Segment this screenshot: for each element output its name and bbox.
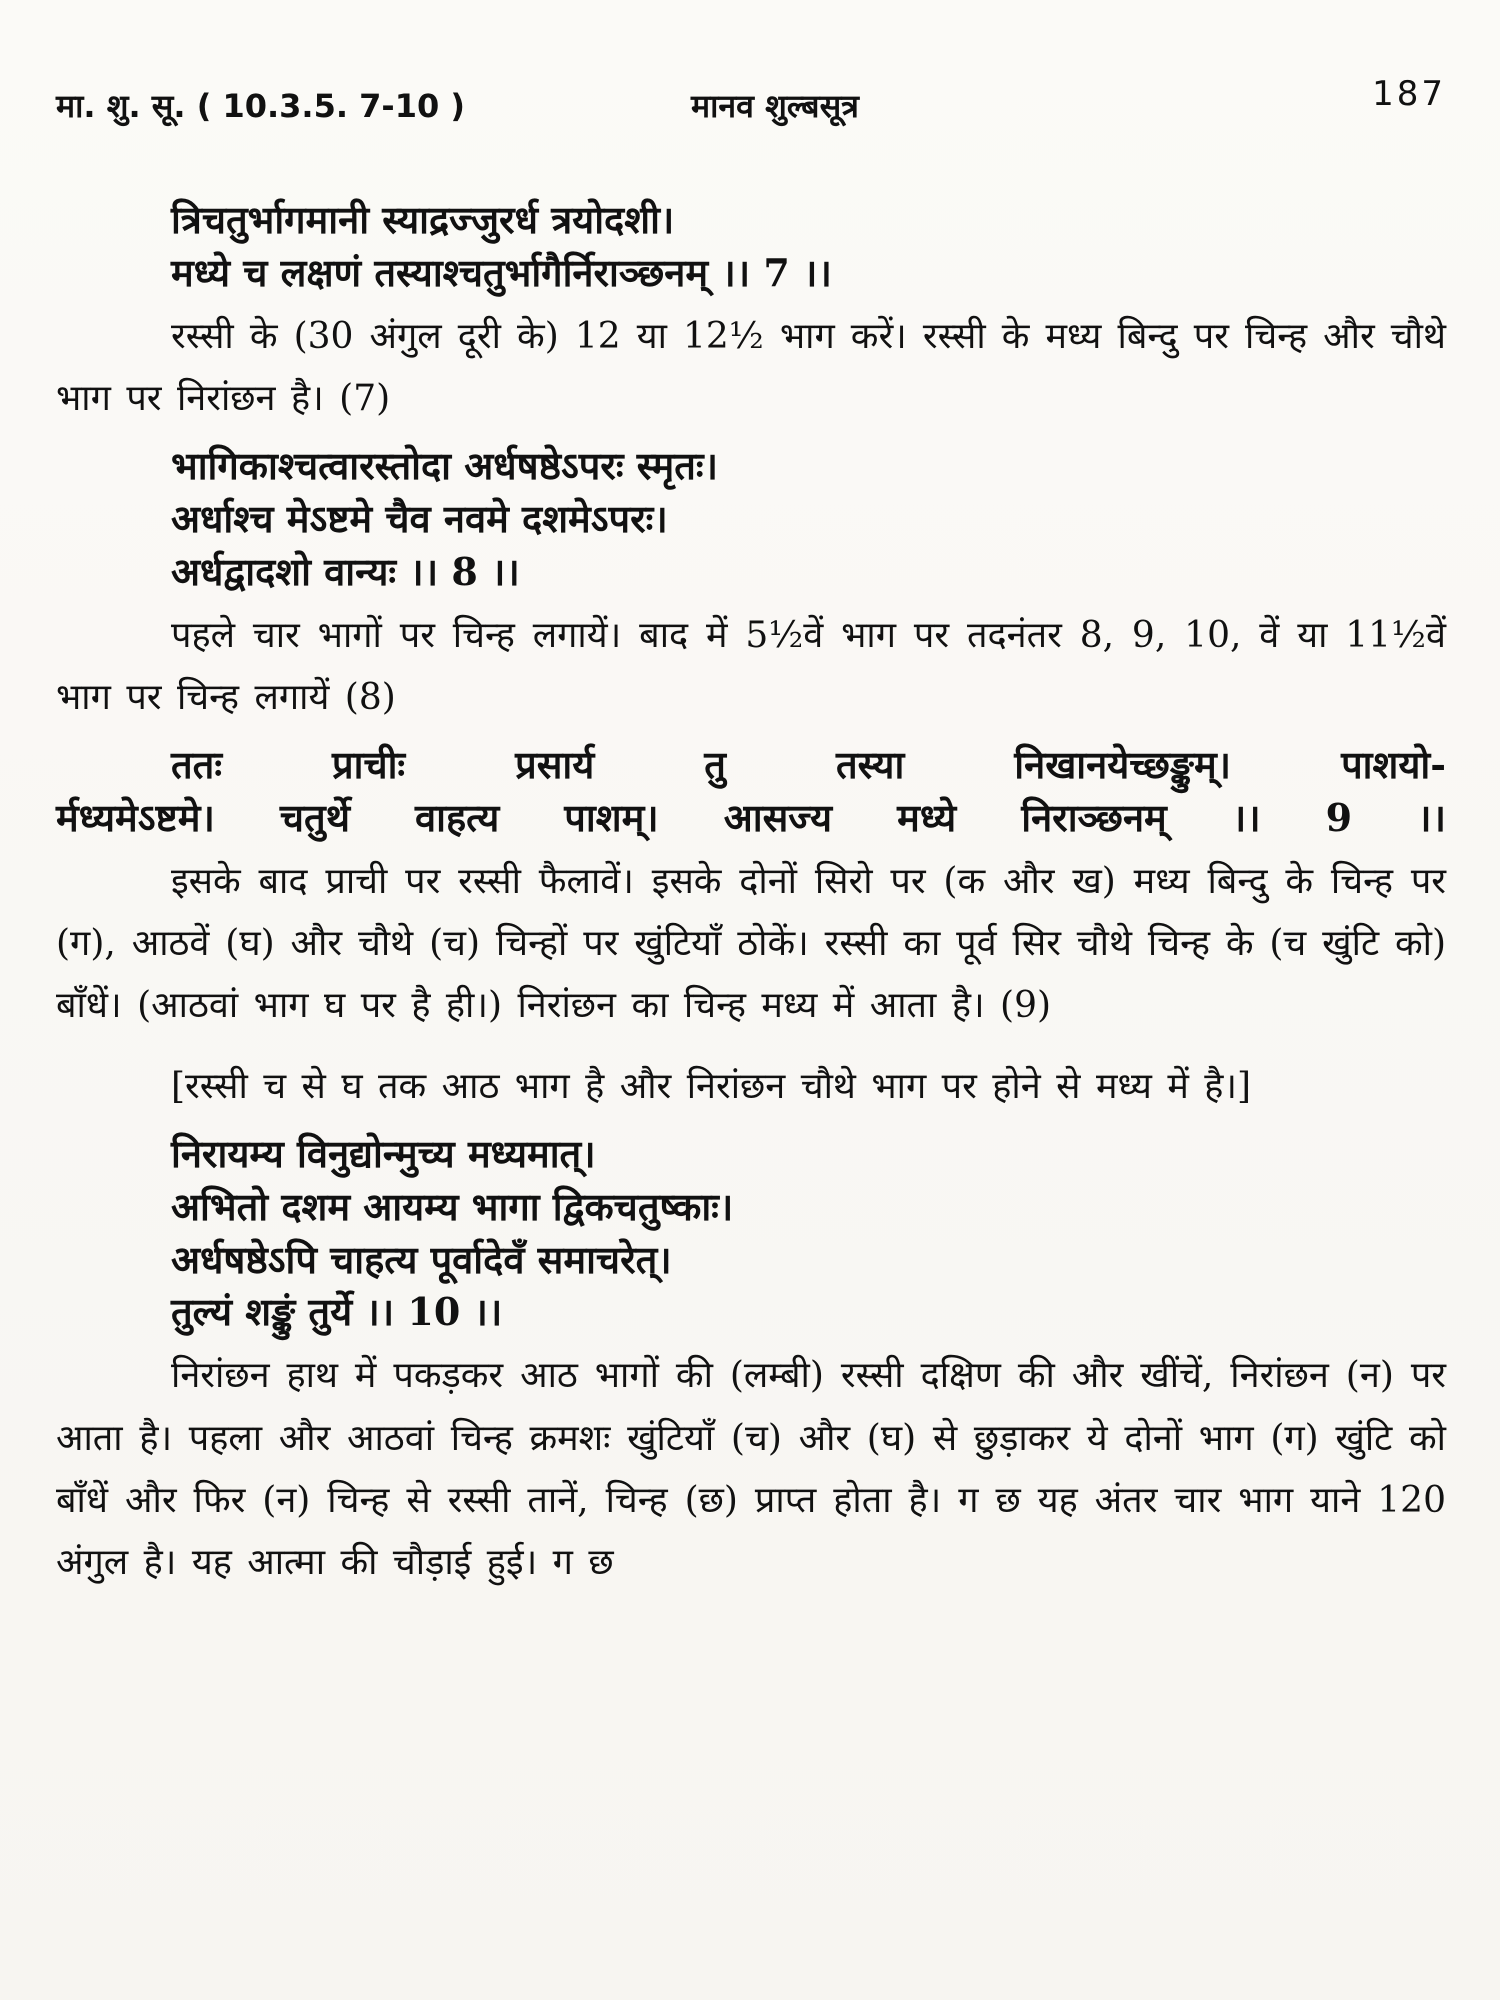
commentary-7: रस्सी के (30 अंगुल दूरी के) 12 या 12½ भाग करें। रस्सी के मध्य बिन्दु पर चिन्ह और चौथे भाग पर निरांछन है। (7) [56,315,1446,419]
verse-line: अभितो दशम आयम्य भागा द्विकचतुष्काः। [171,1183,734,1229]
verse-line: मध्ये च लक्षणं तस्याश्चतुर्भागैर्निराञ्छनम् ।। 7 ।। [171,249,832,295]
verse-line: अर्धद्वादशो वान्यः ।। 8 ।। [171,548,520,594]
bracket-note: [रस्सी च से घ तक आठ भाग है और निरांछन चौथे भाग पर होने से मध्य में है।] [171,1065,1252,1107]
sutra-9 [56,743,1446,841]
verse-line: भागिकाश्चत्वारस्तोदा अर्धषष्ठेऽपरः स्मृतः। [171,443,718,489]
page-body [56,198,1446,1608]
verse-line: त्रिचतुर्भागमानी स्याद्रज्जुरर्ध त्रयोदशी। [171,197,675,242]
sutra-7 [56,198,1446,296]
book-title: मानव शुल्बसूत्र [691,87,859,125]
verse-line: अर्धषष्ठेऽपि चाहत्य पूर्वादेवँ समाचरेत्। [171,1236,672,1282]
commentary-10: निरांछन हाथ में पकड़कर आठ भागों की (लम्बी) रस्सी दक्षिण की और खींचें, निरांछन (न) पर आता है। पहला और आठवां चिन्ह क्रमशः खुंटियाँ (च) और (घ) से छुड़ाकर ये दोनों भाग (ग) खुंटि को बाँधें और फिर (न) चिन्ह से रस्सी तानें, चिन्ह (छ) प्राप्त होता है। ग छ यह अंतर चार भाग याने 120 अंगुल है। यह आत्मा की चौड़ाई हुई। ग छ [56,1355,1446,1584]
sutra-8 [56,444,1446,594]
page-number: 187 [1372,74,1446,114]
sutra-10 [56,1132,1446,1335]
verse-line: तुल्यं शङ्कुं तुर्ये ।। 10 ।। [171,1289,503,1335]
verse-line: अर्धाश्च मेऽष्टमे चैव नवमे दशमेऽपरः। [171,496,668,542]
commentary-9: इसके बाद प्राची पर रस्सी फैलावें। इसके दोनों सिरो पर (क और ख) मध्य बिन्दु के चिन्ह पर (ग), आठवें (घ) और चौथे (च) चिन्हों पर खुंटियाँ ठोकें। रस्सी का पूर्व सिर चौथे चिन्ह के (च खुंटि को) बाँधें। (आठवां भाग घ पर है ही।) निरांछन का चिन्ह मध्य में आता है। (9) [56,860,1446,1027]
verse-line: ततः प्राचीः प्रसार्य तु तस्या निखानयेच्छङ्कुम्। पाशयो- [171,742,1446,788]
page-header [56,74,1446,134]
commentary-8: पहले चार भागों पर चिन्ह लगायें। बाद में 5½वें भाग पर तदनंतर 8, 9, 10, वें या 11½वें भाग पर चिन्ह लगायें (8) [56,614,1446,718]
verse-line: र्मध्यमेऽष्टमे। चतुर्थे वाहत्य पाशम्। आसज्य मध्ये निराञ्छनम् ।। 9 ।। [56,795,1446,841]
verse-line: निरायम्य विनुद्योन्मुच्य मध्यमात्। [171,1130,596,1176]
chapter-reference: मा. शु. सू. ( 10.3.5. 7-10 ) [56,87,465,125]
